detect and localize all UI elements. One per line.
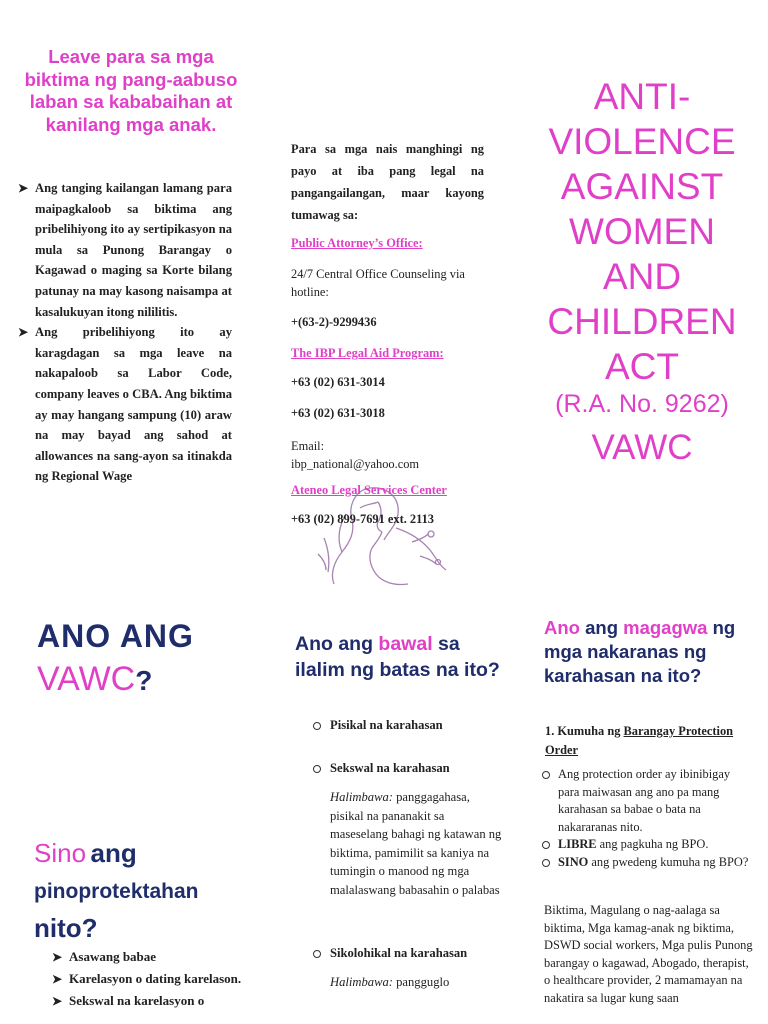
cover-panel <box>536 74 748 469</box>
legal-help-intro: Para sa mga nais manghingi ng payo at iba pang legal na pangangailangan, maar kayong tumawag sa: <box>291 142 484 222</box>
what-is-vawc-heading-line1: ANO ANG <box>37 618 194 654</box>
who-can-file-paragraph: Biktima, Magulang o nag-aalaga sa biktima, Mga kamag-anak ng biktima, DSWD social workers, Mga pulis Punong barangay o kagawad, Abogado, therapist, o healthcare provider, 2 mamamayan na nakatira sa lugar kung saan <box>544 903 753 1005</box>
ibp-phone-1: +63 (02) 631-3014 <box>291 375 385 389</box>
circle-bullet-icon <box>542 859 550 867</box>
protected-persons-list <box>52 946 252 1024</box>
circle-bullet-icon <box>313 722 321 730</box>
pao-link[interactable]: Public Attorney’s Office: <box>291 236 423 250</box>
bpo-info-list <box>540 766 752 872</box>
ateneo-phone: +63 (02) 899-7691 ext. 2113 <box>291 512 434 526</box>
list-item: Sekswal na karahasan <box>313 761 503 776</box>
arrow-bullet-icon: ➤ <box>52 950 63 964</box>
circle-bullet-icon <box>313 765 321 773</box>
email-link[interactable]: ibp_national@yahoo.com <box>291 457 420 471</box>
example-text: Halimbawa: pangguglo <box>330 974 450 989</box>
prohibited-acts-heading: Ano ang bawal sa ilalim ng batas na ito? <box>295 633 500 681</box>
example-text: Halimbawa: panggagahasa, pisikal na pananakit sa maseselang bahagi ng katawan ng biktima, pamimilit sa kaniya na tumingin o manood ng mga malalaswang babasahin o palabas <box>330 790 502 897</box>
circle-bullet-icon <box>542 841 550 849</box>
ibp-link[interactable]: The IBP Legal Aid Program: <box>291 346 444 360</box>
republic-act-number: (R.A. No. 9262) <box>555 390 729 418</box>
what-is-vawc-heading-line2: VAWC? <box>37 660 153 698</box>
step-one-heading: 1. Kumuha ng Barangay Protection Order <box>545 724 734 757</box>
pao-description: 24/7 Central Office Counseling via hotline: <box>291 267 465 299</box>
circle-bullet-icon <box>313 950 321 958</box>
ibp-phone-2: +63 (02) 631-3018 <box>291 406 385 420</box>
cover-title: ANTI-VIOLENCE AGAINST WOMEN AND CHILDREN ACT <box>547 76 737 387</box>
arrow-bullet-icon: ➤ <box>52 994 63 1008</box>
list-item: SINO ang pwedeng kumuha ng BPO? <box>540 854 752 872</box>
vawc-abbreviation: VAWC <box>591 428 693 467</box>
legal-help-section <box>291 138 484 544</box>
prohibited-acts-list <box>313 718 503 1024</box>
what-to-do-heading: Ano ang magagwa ng mga nakaranas ng karahasan na ito? <box>544 617 736 686</box>
list-item: Sikolohikal na karahasan <box>313 946 503 961</box>
list-item: ➤ Asawang babae <box>52 946 252 968</box>
arrow-bullet-icon: ➤ <box>52 972 63 986</box>
list-item: Pisikal na karahasan <box>313 718 503 733</box>
ibp-email: Email: ibp_national@yahoo.com <box>291 439 420 471</box>
list-item: Ang protection order ay ibinibigay para maiwasan ang ano pa mang karahasan sa babae o bata na nakararanas nito. <box>540 766 752 836</box>
circle-bullet-icon <box>542 771 550 779</box>
ateneo-link[interactable]: Ateneo Legal Services Center <box>291 483 447 497</box>
arrow-bullet-icon: ➤ <box>18 181 29 195</box>
leave-title: Leave para sa mga biktima ng pang-aabuso laban sa kababaihan at kanilang mga anak. <box>24 46 238 135</box>
pao-phone: +(63-2)-9299436 <box>291 315 377 329</box>
list-item: LIBRE ang pagkuha ng BPO. <box>540 836 752 854</box>
list-item: ➤ Sekswal na karelasyon o <box>52 990 252 1012</box>
who-is-protected-heading: Sino ang pinoprotektahan nito? <box>34 838 199 943</box>
arrow-bullet-icon: ➤ <box>18 325 29 340</box>
list-item: ➤ Karelasyon o dating karelason. <box>52 968 252 990</box>
list-item: ➤ Ang pribelihiyong ito ay karagdagan sa mga leave na nakapaloob sa Labor Code, company leaves o CBA. Ang biktima ay may hangang sampung (10) araw na may bayad ang sahod at allowances na sang-ayon sa itinakda ng Regional Wage <box>18 322 232 487</box>
leave-bullet-list <box>18 178 232 540</box>
list-item: ➤ Ang tanging kailangan lamang para maipagkaloob sa biktima ang pribelihiyong ito ay sertipikasyon na mula sa Punong Barangay o Kagawad o maging sa Korte bilang patunay na may kasong naisampa at kasalukuyan itong nililitis. <box>18 178 232 322</box>
